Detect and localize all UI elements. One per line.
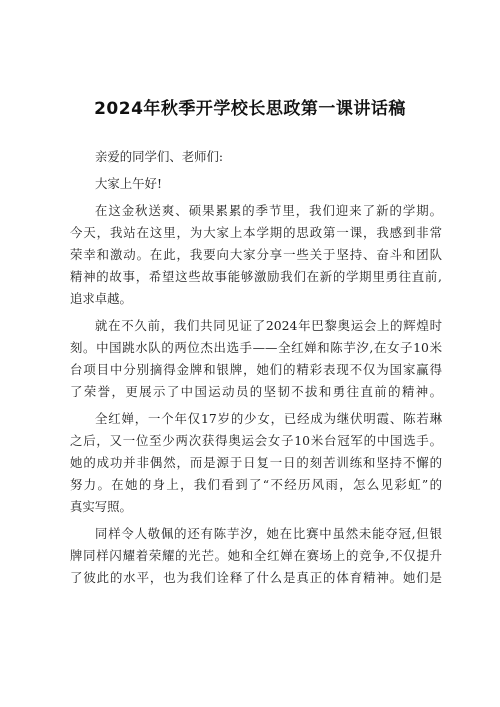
paragraph-line: 台项目中分别摘得金牌和银牌，她们的精彩表现不仅为国家赢得 <box>70 362 442 377</box>
paragraph-line: 在这金秋送爽、硕果累累的季节里，我们迎来了新的学期。 <box>95 203 442 218</box>
paragraph-line: 就在不久前，我们共同见证了2024年巴黎奥运会上的辉煌时 <box>95 318 442 333</box>
paragraph-line: 全红婵，一个年仅17岁的少女，已经成为继伏明霞、陈若琳 <box>95 411 442 426</box>
paragraph-line: 真实写照。 <box>70 499 132 514</box>
page-title: 2024年秋季开学校长思政第一课讲话稿 <box>94 99 406 119</box>
paragraph-line: 牌同样闪耀着荣耀的光芒。她和全红婵在赛场上的竞争,不仅提升 <box>70 548 442 563</box>
paragraph-line: 今天，我站在这里，为大家上本学期的思政第一课，我感到非常 <box>70 225 442 240</box>
paragraph-line: 之后，又一位至少两次获得奥运会女子10米台冠军的中国选手。 <box>70 433 442 448</box>
paragraph-line: 同样令人敬佩的还有陈芋汐，她在比赛中虽然未能夺冠,但银 <box>95 526 442 541</box>
greeting-line: 大家上午好! <box>95 176 162 191</box>
speech-body <box>70 146 442 589</box>
paragraph-line: 了荣誉，更展示了中国运动员的坚韧不拔和勇往直前的精神。 <box>70 384 442 399</box>
paragraph-line: 追求卓越。 <box>70 291 132 306</box>
paragraph-line: 刻。中国跳水队的两位杰出选手——全红婵和陈芋汐,在女子10米 <box>70 340 442 355</box>
salutation-line: 亲爱的同学们、老师们: <box>95 149 224 164</box>
paragraph-line: 努力。在她的身上，我们看到了“不经历风雨，怎么见彩虹”的 <box>70 477 442 492</box>
paragraph-line: 荣幸和激动。在此，我要向大家分享一些关于坚持、奋斗和团队 <box>70 247 442 262</box>
paragraph-line: 她的成功并非偶然，而是源于日复一日的刻苦训练和坚持不懈的 <box>70 455 442 470</box>
paragraph-line: 了彼此的水平，也为我们诠释了什么是真正的体育精神。她们是 <box>70 570 442 585</box>
paragraph-line: 精神的故事，希望这些故事能够激励我们在新的学期里勇往直前, <box>70 269 442 284</box>
